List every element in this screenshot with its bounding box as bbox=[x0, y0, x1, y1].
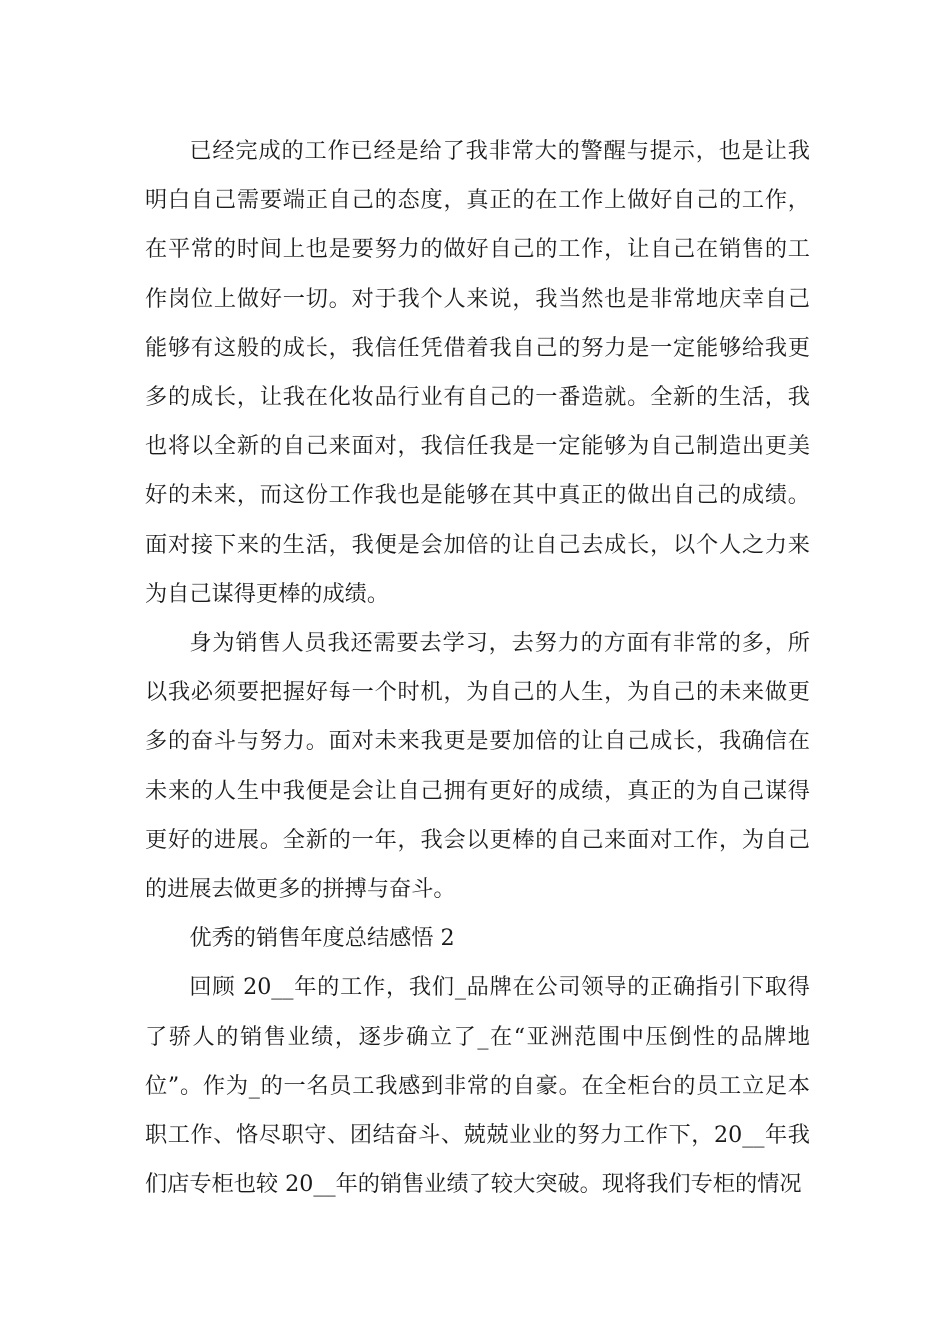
paragraph-2: 身为销售人员我还需要去学习，去努力的方面有非常的多，所以我必须要把握好每一个时机，为自己的人生，为自己的未来做更多的奋斗与努力。面对未来我更是要加倍的让自己成长，我确信在未来的人生中我便是会让自己拥有更好的成绩，真正的为自己谋得更好的进展。全新的一年，我会以更棒的自己来面对工作，为自己的进展去做更多的拼搏与奋斗。 bbox=[145, 630, 810, 903]
section-heading: 优秀的销售年度总结感悟 2 bbox=[189, 925, 455, 952]
paragraph-1: 已经完成的工作已经是给了我非常大的警醒与提示，也是让我明白自己需要端正自己的态度，真正的在工作上做好自己的工作，在平常的时间上也是要努力的做好自己的工作，让自己在销售的工作岗位上做好一切。对于我个人来说，我当然也是非常地庆幸自己能够有这般的成长，我信任凭借着我自己的努力是一定能够给我更多的成长，让我在化妆品行业有自己的一番造就。全新的生活，我也将以全新的自己来面对，我信任我是一定能够为自己制造出更美好的未来，而这份工作我也是能够在其中真正的做出自己的成绩。面对接下来的生活，我便是会加倍的让自己去成长，以个人之力来为自己谋得更棒的成绩。 bbox=[145, 138, 810, 607]
paragraph-3: 回顾 20__年的工作，我们_品牌在公司领导的正确指引下取得了骄人的销售业绩，逐步确立了_在“亚洲范围中压倒性的品牌地位”。作为_的一名员工我感到非常的自豪。在全柜台的员工立足本职工作、恪尽职守、团结奋斗、兢兢业业的努力工作下，20__年我们店专柜也较 20__年的销售业绩了较大突破。现将我们专柜的情况 bbox=[145, 974, 810, 1198]
document-body bbox=[145, 127, 810, 1209]
